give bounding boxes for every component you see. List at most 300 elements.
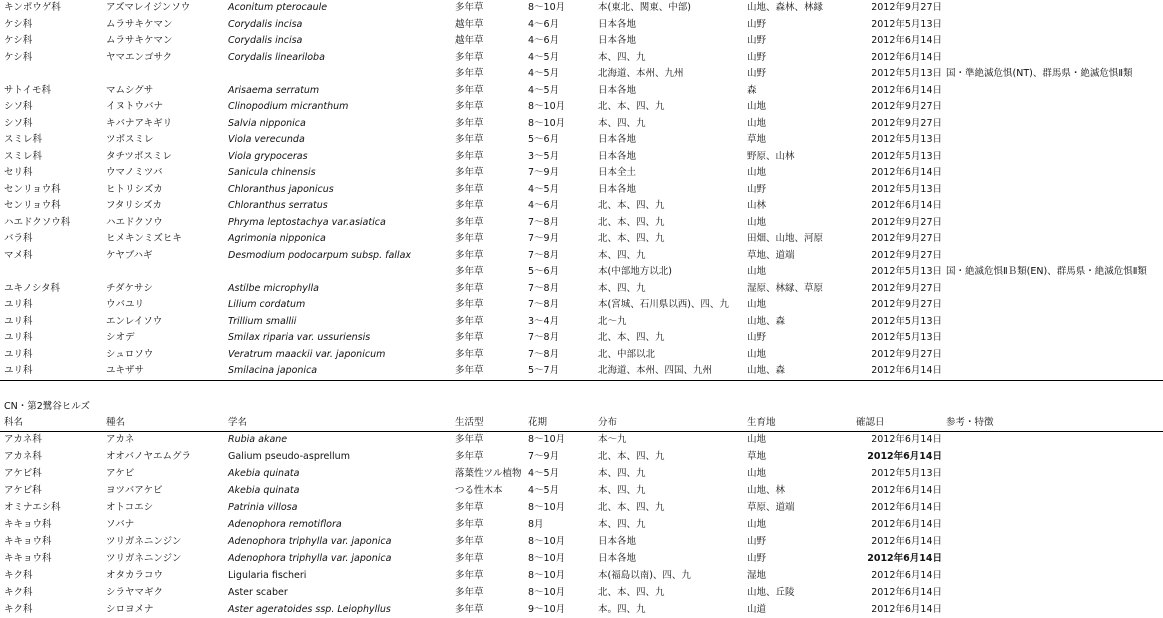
- cell-sci: Astilbe microphylla: [228, 282, 319, 294]
- cell-name: シュロソウ: [106, 348, 154, 360]
- header-name: 種名: [106, 417, 126, 428]
- cell-family: キンポウゲ科: [4, 2, 61, 13]
- cell-dist: 本、四、九: [598, 51, 646, 63]
- cell-form: 多年草: [455, 365, 484, 376]
- cell-sci: Corydalis lineariloba: [228, 51, 325, 63]
- cell-sci: Akebia quinata: [228, 485, 300, 496]
- cell-name: マムシグサ: [106, 84, 154, 96]
- cell-period: 4～6月: [528, 200, 560, 211]
- cell-dist: 北、本、四、九: [598, 200, 665, 211]
- cell-period: 4～5月: [528, 84, 560, 96]
- header-dist: 分布: [598, 417, 618, 428]
- cell-date: 2012年9月27日: [871, 348, 942, 360]
- cell-note: 国・準絶滅危惧(NT)、群馬県・絶滅危惧Ⅱ類: [946, 68, 1133, 79]
- table-row: [0, 483, 1163, 499]
- cell-form: 多年草: [455, 167, 484, 178]
- cell-name: アケビ: [106, 468, 135, 479]
- cell-period: 4～6月: [528, 18, 560, 30]
- cell-family: アケビ科: [4, 468, 42, 479]
- cell-date: 2012年6月14日: [871, 35, 942, 46]
- cell-name: オトコエシ: [106, 502, 154, 513]
- cell-family: スミレ科: [4, 150, 43, 162]
- cell-habitat: 山道: [747, 604, 767, 615]
- cell-name: シロヨメナ: [106, 604, 154, 615]
- table-row: [0, 165, 1163, 181]
- cell-period: 8～10月: [528, 502, 566, 513]
- cell-habitat: 山地: [747, 299, 767, 310]
- cell-dist: 北、本、四、九: [598, 233, 665, 244]
- cell-family: ユリ科: [4, 348, 33, 360]
- cell-form: 越年草: [455, 35, 484, 46]
- cell-date: 2012年9月27日: [871, 2, 942, 13]
- header-form: 生活型: [455, 417, 484, 428]
- cell-habitat: 山地: [747, 468, 767, 479]
- cell-period: 5～7月: [528, 365, 560, 376]
- cell-habitat: 野原、山林: [747, 150, 795, 162]
- cell-dist: 北海道、本州、九州: [598, 68, 684, 79]
- cell-period: 7～8月: [528, 216, 560, 228]
- cell-period: 4～5月: [528, 68, 560, 79]
- table-row: [0, 66, 1163, 82]
- cell-family: マメ科: [4, 249, 33, 261]
- cell-form: 多年草: [455, 84, 484, 96]
- cell-habitat: 湿原、林縁、草原: [747, 282, 824, 294]
- cell-family: アケビ科: [4, 485, 42, 496]
- cell-period: 3～4月: [528, 315, 560, 327]
- cell-habitat: 草地: [747, 451, 767, 462]
- cell-habitat: 森: [747, 84, 757, 96]
- cell-habitat: 草地: [747, 134, 767, 145]
- cell-name: ソバナ: [106, 519, 135, 530]
- cell-dist: 本、四、九: [598, 117, 646, 129]
- cell-name: オタカラコウ: [106, 570, 164, 581]
- cell-date: 2012年5月13日: [871, 266, 942, 277]
- cell-habitat: 山地、森: [747, 365, 786, 376]
- cell-form: 多年草: [455, 587, 484, 598]
- cell-habitat: 草原、道端: [747, 502, 795, 513]
- cell-form: 多年草: [455, 536, 484, 547]
- cell-habitat: 山地: [747, 348, 767, 360]
- cell-date: 2012年6月14日: [867, 553, 942, 564]
- cell-form: 多年草: [455, 101, 484, 112]
- cell-form: 多年草: [455, 451, 484, 462]
- cell-dist: 北～九: [598, 315, 627, 327]
- cell-dist: 日本各地: [598, 536, 637, 547]
- cell-form: 多年草: [455, 348, 484, 360]
- cell-form: 多年草: [455, 117, 484, 129]
- cell-name: ヒトリシズカ: [106, 183, 163, 195]
- cell-dist: 北、本、四、九: [598, 216, 665, 228]
- cell-form: 落葉性ツル植物: [455, 468, 522, 479]
- cell-date: 2012年6月14日: [871, 536, 942, 547]
- cell-date: 2012年9月27日: [871, 101, 942, 112]
- cell-period: 8～10月: [528, 101, 566, 112]
- cell-period: 7～8月: [528, 332, 560, 343]
- cell-family: ユリ科: [4, 332, 33, 343]
- cell-date: 2012年6月14日: [871, 167, 942, 178]
- cell-family: センリョウ科: [4, 183, 61, 195]
- cell-habitat: 山地、林: [747, 485, 786, 496]
- cell-period: 8月: [528, 519, 544, 530]
- cell-dist: 本、四、九: [598, 249, 646, 261]
- cell-name: オオバノヤエムグラ: [106, 451, 192, 462]
- cell-dist: 本、四、九: [598, 468, 646, 479]
- cell-habitat: 山野: [747, 536, 767, 547]
- cell-period: 7～9月: [528, 167, 560, 178]
- cell-period: 8～10月: [528, 536, 566, 547]
- cell-habitat: 湿地: [747, 570, 767, 581]
- cell-habitat: 山野: [747, 183, 767, 195]
- cell-form: 多年草: [455, 282, 484, 294]
- cell-habitat: 山野: [747, 332, 767, 343]
- table-row: [0, 17, 1163, 33]
- cell-name: アズマレイジンソウ: [106, 2, 191, 13]
- table-row: [0, 281, 1163, 297]
- table-row: [0, 432, 1163, 448]
- cell-family: セリ科: [4, 167, 33, 178]
- cell-sci: Rubia akane: [228, 434, 288, 445]
- cell-dist: 北、本、四、九: [598, 587, 665, 598]
- cell-period: 7～9月: [528, 233, 560, 244]
- cell-form: 多年草: [455, 233, 484, 244]
- cell-dist: 本(福島以南)、四、九: [598, 570, 691, 581]
- cell-form: 多年草: [455, 249, 484, 261]
- cell-name: ユキザサ: [106, 365, 145, 376]
- cell-dist: 北、中部以北: [598, 348, 656, 360]
- cell-family: ユキノシタ科: [4, 282, 61, 294]
- cell-date: 2012年9月27日: [871, 299, 942, 310]
- cell-period: 4～5月: [528, 51, 560, 63]
- cell-sci: Sanicula chinensis: [228, 167, 316, 178]
- cell-date: 2012年6月14日: [871, 587, 942, 598]
- cell-date: 2012年6月14日: [867, 451, 942, 462]
- cell-period: 4～5月: [528, 468, 560, 479]
- cell-form: 多年草: [455, 570, 484, 581]
- cell-habitat: 山地: [747, 434, 767, 445]
- cell-sci: Agrimonia nipponica: [228, 233, 326, 244]
- cell-sci: Smilacina japonica: [228, 365, 318, 376]
- cell-name: ムラサキケマン: [106, 18, 173, 30]
- cell-date: 2012年5月13日: [871, 68, 942, 79]
- cell-sci: Ligularia fischeri: [228, 570, 307, 581]
- cell-family: ユリ科: [4, 365, 33, 376]
- header-sci: 学名: [228, 417, 248, 428]
- table-row: [0, 534, 1163, 550]
- cell-sci: Chloranthus serratus: [228, 200, 328, 211]
- table-row: [0, 264, 1163, 280]
- cell-form: 多年草: [455, 216, 484, 228]
- cell-sci: Aconitum pterocaule: [228, 2, 328, 13]
- table-row: [0, 551, 1163, 567]
- cell-sci: Aster scaber: [228, 587, 288, 598]
- cell-habitat: 山地、森: [747, 315, 786, 327]
- cell-date: 2012年6月14日: [871, 365, 942, 376]
- table-row: [0, 500, 1163, 516]
- cell-sci: Chloranthus japonicus: [228, 183, 334, 195]
- cell-date: 2012年5月13日: [871, 18, 942, 30]
- cell-family: スミレ科: [4, 134, 43, 145]
- cell-dist: 日本各地: [598, 183, 637, 195]
- table-row: [0, 466, 1163, 482]
- cell-period: 4～5月: [528, 485, 560, 496]
- cell-name: シオデ: [106, 332, 135, 343]
- cell-habitat: 山野: [747, 35, 767, 46]
- cell-dist: 本(東北、関東、中部): [598, 2, 691, 13]
- cell-date: 2012年9月27日: [871, 216, 942, 228]
- cell-dist: 日本各地: [598, 84, 637, 96]
- cell-name: エンレイソウ: [106, 315, 163, 327]
- cell-family: シソ科: [4, 101, 33, 112]
- cell-name: ツボスミレ: [106, 134, 154, 145]
- cell-form: 多年草: [455, 266, 484, 277]
- cell-period: 9～10月: [528, 604, 566, 615]
- cell-period: 7～8月: [528, 299, 560, 310]
- cell-name: シラヤマギク: [106, 587, 164, 598]
- cell-sci: Viola grypoceras: [228, 150, 308, 162]
- table-row: [0, 517, 1163, 533]
- table-row: [0, 198, 1163, 214]
- cell-habitat: 山野: [747, 553, 767, 564]
- cell-habitat: 山地: [747, 519, 767, 530]
- cell-form: 多年草: [455, 434, 484, 445]
- cell-name: フタリシズカ: [106, 200, 163, 211]
- cell-date: 2012年5月13日: [871, 332, 942, 343]
- table-row: [0, 248, 1163, 264]
- cell-date: 2012年5月13日: [871, 134, 942, 145]
- header-note: 参考・特徴: [946, 417, 994, 428]
- cell-period: 8～10月: [528, 117, 566, 129]
- table-row: [0, 182, 1163, 198]
- cell-habitat: 草地、道端: [747, 249, 795, 261]
- cell-habitat: 山地: [747, 167, 767, 178]
- cell-dist: 本、四、九: [598, 282, 646, 294]
- cell-family: ケシ科: [4, 35, 33, 46]
- cell-period: 8～10月: [528, 553, 566, 564]
- cell-dist: 日本各地: [598, 18, 637, 30]
- cell-date: 2012年9月27日: [871, 282, 942, 294]
- cell-date: 2012年5月13日: [871, 150, 942, 162]
- cell-date: 2012年6月14日: [871, 84, 942, 96]
- cell-period: 4～6月: [528, 35, 560, 46]
- cell-name: ウバユリ: [106, 299, 145, 310]
- cell-date: 2012年6月14日: [871, 200, 942, 211]
- cell-date: 2012年9月27日: [871, 233, 942, 244]
- cell-name: ウマノミツバ: [106, 167, 163, 178]
- cell-habitat: 山地: [747, 216, 767, 228]
- table-row: [0, 0, 1163, 16]
- cell-family: センリョウ科: [4, 200, 61, 211]
- cell-dist: 本～九: [598, 434, 627, 445]
- cell-date: 2012年6月14日: [871, 502, 942, 513]
- cell-family: アカネ科: [4, 451, 42, 462]
- cell-dist: 日本全土: [598, 167, 637, 178]
- cell-family: シソ科: [4, 117, 33, 129]
- cell-form: 多年草: [455, 68, 484, 79]
- cell-period: 7～8月: [528, 348, 560, 360]
- cell-sci: Veratrum maackii var. japonicum: [228, 348, 386, 360]
- cell-sci: Viola verecunda: [228, 134, 305, 145]
- cell-sci: Clinopodium micranthum: [228, 101, 349, 112]
- cell-family: アカネ科: [4, 434, 42, 445]
- table-row: [0, 585, 1163, 601]
- table-row: [0, 215, 1163, 231]
- cell-name: ヨツバアケビ: [106, 485, 163, 496]
- cell-form: 多年草: [455, 502, 484, 513]
- cell-date: 2012年9月27日: [871, 117, 942, 129]
- cell-date: 2012年6月14日: [871, 485, 942, 496]
- table-row: [0, 347, 1163, 363]
- cell-dist: 北海道、本州、四国、九州: [598, 365, 713, 376]
- cell-period: 8～10月: [528, 434, 566, 445]
- cell-period: 8～10月: [528, 570, 566, 581]
- cell-sci: Galium pseudo-asprellum: [228, 451, 350, 462]
- table-row: [0, 449, 1163, 465]
- table-header: [0, 415, 1163, 431]
- cell-habitat: 山林: [747, 200, 767, 211]
- cell-dist: 日本各地: [598, 134, 637, 145]
- cell-family: サトイモ科: [4, 84, 52, 96]
- cell-family: ユリ科: [4, 315, 33, 327]
- cell-name: タチツボスミレ: [106, 150, 172, 162]
- cell-note: 国・絶滅危惧ⅡＢ類(EN)、群馬県・絶滅危惧Ⅱ類: [946, 266, 1147, 277]
- cell-date: 2012年6月14日: [871, 519, 942, 530]
- cell-sci: Aster ageratoides ssp. Leiophyllus: [228, 604, 391, 615]
- cell-period: 8～10月: [528, 587, 566, 598]
- cell-form: 多年草: [455, 299, 484, 310]
- cell-sci: Smilax riparia var. ussuriensis: [228, 332, 371, 343]
- cell-period: 7～9月: [528, 451, 560, 462]
- table-divider: [0, 380, 1163, 381]
- cell-sci: Desmodium podocarpum subsp. fallax: [228, 249, 412, 261]
- cell-form: 多年草: [455, 604, 484, 615]
- cell-family: キキョウ科: [4, 519, 52, 530]
- cell-sci: Corydalis incisa: [228, 35, 303, 46]
- cell-habitat: 山地: [747, 266, 767, 277]
- cell-period: 5～6月: [528, 266, 560, 277]
- cell-sci: Adenophora remotiflora: [228, 519, 342, 530]
- cell-habitat: 田畑、山地、河原: [747, 233, 824, 244]
- cell-date: 2012年6月14日: [871, 434, 942, 445]
- cell-family: ケシ科: [4, 18, 33, 30]
- header-habitat: 生育地: [747, 417, 776, 428]
- cell-family: キク科: [4, 570, 33, 581]
- cell-name: ツリガネニンジン: [106, 536, 182, 547]
- header-period: 花期: [528, 417, 548, 428]
- table-row: [0, 149, 1163, 165]
- cell-form: 多年草: [455, 553, 484, 564]
- cell-name: ヒメキンミズヒキ: [106, 233, 182, 244]
- cell-form: 多年草: [455, 134, 484, 145]
- cell-dist: 本(宮城、石川県以西)、四、九: [598, 299, 729, 310]
- cell-date: 2012年6月14日: [871, 604, 942, 615]
- cell-form: 越年草: [455, 18, 484, 30]
- cell-name: ヤマエンゴサク: [106, 51, 173, 63]
- table-row: [0, 33, 1163, 49]
- cell-name: イヌトウバナ: [106, 101, 164, 112]
- cell-dist: 本、四、九: [598, 485, 646, 496]
- cell-date: 2012年5月13日: [871, 183, 942, 195]
- cell-period: 8～10月: [528, 2, 566, 13]
- cell-dist: 北、本、四、九: [598, 101, 665, 112]
- cell-name: アカネ: [106, 434, 135, 445]
- section-label: CN・第2鷺谷ヒルズ: [4, 401, 90, 412]
- cell-sci: Trillium smallii: [228, 315, 297, 327]
- cell-period: 3～5月: [528, 150, 560, 162]
- table-row: [0, 330, 1163, 346]
- cell-habitat: 山野: [747, 68, 767, 79]
- cell-dist: 北、本、四、九: [598, 332, 665, 343]
- cell-sci: Corydalis incisa: [228, 18, 303, 30]
- header-family: 科名: [4, 417, 24, 428]
- cell-habitat: 山野: [747, 18, 767, 30]
- cell-family: ユリ科: [4, 299, 33, 310]
- cell-period: 4～5月: [528, 183, 560, 195]
- cell-date: 2012年5月13日: [871, 468, 942, 479]
- cell-dist: 本(中部地方以北): [598, 266, 672, 277]
- cell-period: 7～8月: [528, 282, 560, 294]
- table-row: [0, 50, 1163, 66]
- cell-dist: 日本各地: [598, 35, 637, 46]
- cell-period: 5～6月: [528, 134, 560, 145]
- cell-sci: Adenophora triphylla var. japonica: [228, 536, 392, 547]
- cell-date: 2012年9月27日: [871, 249, 942, 261]
- table-row: [0, 602, 1163, 618]
- cell-name: キバナアキギリ: [106, 117, 173, 129]
- cell-dist: 日本各地: [598, 150, 637, 162]
- table-row: [0, 363, 1163, 379]
- cell-family: キク科: [4, 587, 33, 598]
- cell-form: 多年草: [455, 200, 484, 211]
- cell-sci: Adenophora triphylla var. japonica: [228, 553, 392, 564]
- cell-family: ハエドクソウ科: [4, 216, 71, 228]
- table-row: [0, 314, 1163, 330]
- cell-family: キク科: [4, 604, 33, 615]
- cell-habitat: 山地、森林、林縁: [747, 2, 824, 13]
- cell-period: 7～8月: [528, 249, 560, 261]
- cell-form: 多年草: [455, 51, 484, 63]
- cell-habitat: 山野: [747, 51, 767, 63]
- cell-form: 多年草: [455, 2, 484, 13]
- cell-form: つる性木本: [455, 485, 503, 496]
- cell-name: チダケサシ: [106, 282, 153, 294]
- cell-sci: Salvia nipponica: [228, 117, 306, 129]
- table-row: [0, 231, 1163, 247]
- cell-form: 多年草: [455, 183, 484, 195]
- cell-family: キキョウ科: [4, 553, 52, 564]
- cell-dist: 本。四、九: [598, 604, 646, 615]
- cell-habitat: 山地: [747, 101, 767, 112]
- cell-dist: 北、本、四、九: [598, 451, 665, 462]
- cell-form: 多年草: [455, 315, 484, 327]
- cell-sci: Akebia quinata: [228, 468, 300, 479]
- cell-dist: 日本各地: [598, 553, 637, 564]
- cell-name: ハエドクソウ: [106, 216, 163, 228]
- cell-name: ケヤブハギ: [106, 249, 153, 261]
- cell-form: 多年草: [455, 150, 484, 162]
- table-row: [0, 116, 1163, 132]
- cell-habitat: 山地: [747, 117, 767, 129]
- cell-sci: Phryma leptostachya var.asiatica: [228, 216, 386, 228]
- cell-sci: Arisaema serratum: [228, 84, 320, 96]
- cell-family: キキョウ科: [4, 536, 52, 547]
- table-row: [0, 132, 1163, 148]
- cell-dist: 本、四、九: [598, 519, 646, 530]
- cell-sci: Patrinia villosa: [228, 502, 298, 513]
- cell-name: ツリガネニンジン: [106, 553, 182, 564]
- cell-family: バラ科: [4, 233, 33, 244]
- table-row: [0, 297, 1163, 313]
- cell-date: 2012年6月14日: [871, 570, 942, 581]
